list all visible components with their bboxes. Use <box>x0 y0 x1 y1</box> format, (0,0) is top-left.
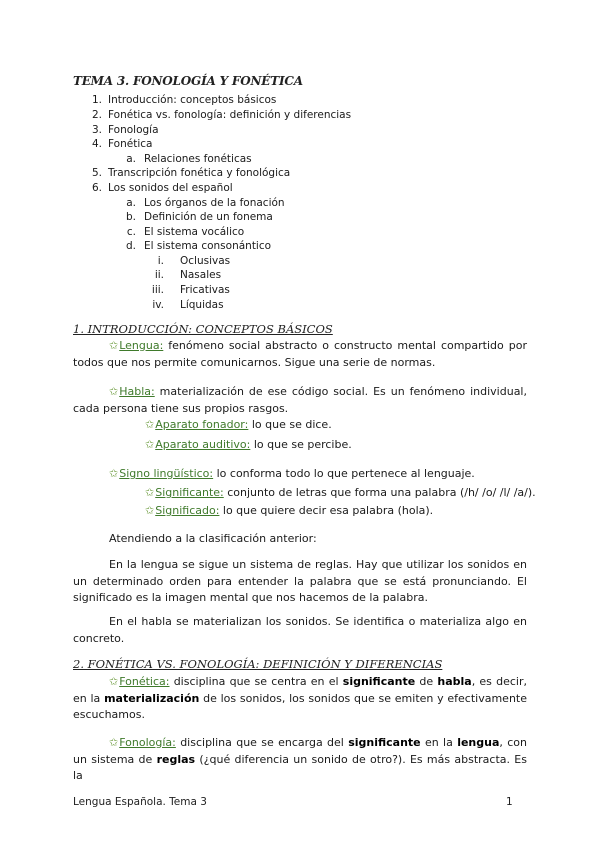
toc-subitem: a. Los órganos de la fonación <box>126 197 285 209</box>
definition-lengua: ✩Lengua: fenómeno social abstracto o constructo mental compartido por todos que nos permite comunicarnos. Sigue una serie de normas. <box>73 339 527 369</box>
footer-document-title: Lengua Española. Tema 3 <box>73 796 207 808</box>
paragraph-habla: En el habla se materializan los sonidos. Se identifica o materializa algo en concreto. <box>73 615 527 645</box>
section-heading-introduccion: 1. INTRODUCCIÓN: CONCEPTOS BÁSICOS <box>73 322 333 336</box>
term-fonetica: Fonética: <box>119 675 170 688</box>
term-fonologia: Fonología: <box>119 736 176 749</box>
star-icon: ✩ <box>145 504 155 517</box>
star-icon: ✩ <box>109 736 119 749</box>
star-icon: ✩ <box>109 385 119 398</box>
term-signo-linguistico: Signo lingüístico: <box>119 467 214 480</box>
term-lengua: Lengua: <box>119 339 164 352</box>
definition-aparato-fonador: ✩Aparato fonador: lo que se dice. <box>145 418 332 431</box>
page-title: TEMA 3. FONOLOGÍA Y FONÉTICA <box>73 74 303 88</box>
toc-item: 5. Transcripción fonética y fonológica <box>91 167 291 179</box>
term-aparato-auditivo: Aparato auditivo: <box>155 438 251 451</box>
term-significante: Significante: <box>155 486 224 499</box>
definition-signo-linguistico: ✩Signo lingüístico: lo conforma todo lo que pertenece al lenguaje. <box>109 467 475 480</box>
toc-subsubitem: i. Oclusivas <box>157 255 231 267</box>
toc-subitem: a. Relaciones fonéticas <box>126 153 252 165</box>
toc-subitem: b. Definición de un fonema <box>125 211 273 223</box>
toc-subitem: c. El sistema vocálico <box>126 226 245 238</box>
toc-item: 4. Fonética <box>91 138 153 150</box>
toc-subsubitem: iii. Fricativas <box>151 284 230 296</box>
toc-subsubitem: iv. Líquidas <box>152 299 224 311</box>
toc-subsubitem: ii. Nasales <box>154 269 222 281</box>
star-icon: ✩ <box>145 418 155 431</box>
term-aparato-fonador: Aparato fonador: <box>155 418 249 431</box>
definition-significante: ✩Significante: conjunto de letras que forma una palabra (/h/ /o/ /l/ /a/). <box>145 486 536 499</box>
star-icon: ✩ <box>109 339 119 352</box>
term-significado: Significado: <box>155 504 220 517</box>
star-icon: ✩ <box>109 467 119 480</box>
toc-item: 1. Introducción: conceptos básicos <box>91 94 277 106</box>
star-icon: ✩ <box>109 675 119 688</box>
footer-page-number: 1 <box>506 796 513 808</box>
definition-habla: ✩Habla: materialización de ese código social. Es un fenómeno individual, cada persona tiene sus propios rasgos. <box>73 385 527 415</box>
paragraph-lengua: En la lengua se sigue un sistema de reglas. Hay que utilizar los sonidos en un determinado orden para entender la palabra que se está pronunciando. El significado es la imagen mental que nos hacemos de la palabra. <box>73 558 527 604</box>
star-icon: ✩ <box>145 486 155 499</box>
definition-fonologia: ✩Fonología: disciplina que se encarga del significante en la lengua, con un sistema de reglas (¿qué diferencia un sonido de otro?). Es más abstracta. Es la <box>73 736 527 782</box>
toc-item: 6. Los sonidos del español <box>91 182 233 194</box>
definition-significado: ✩Significado: lo que quiere decir esa palabra (hola). <box>145 504 434 517</box>
star-icon: ✩ <box>145 438 155 451</box>
definition-aparato-auditivo: ✩Aparato auditivo: lo que se percibe. <box>145 438 352 451</box>
section-heading-fonetica-vs-fonologia: 2. FONÉTICA VS. FONOLOGÍA: DEFINICIÓN Y DIFERENCIAS <box>73 657 443 671</box>
toc-item: 3. Fonología <box>91 124 159 136</box>
toc-item: 2. Fonética vs. fonología: definición y diferencias <box>91 109 352 121</box>
term-habla: Habla: <box>119 385 155 398</box>
toc-subitem: d. El sistema consonántico <box>125 240 272 252</box>
atendiendo-text: Atendiendo a la clasificación anterior: <box>109 532 317 545</box>
definition-fonetica: ✩Fonética: disciplina que se centra en el significante de habla, es decir, en la materialización de los sonidos, los sonidos que se emiten y efectivamente escuchamos. <box>73 675 528 721</box>
